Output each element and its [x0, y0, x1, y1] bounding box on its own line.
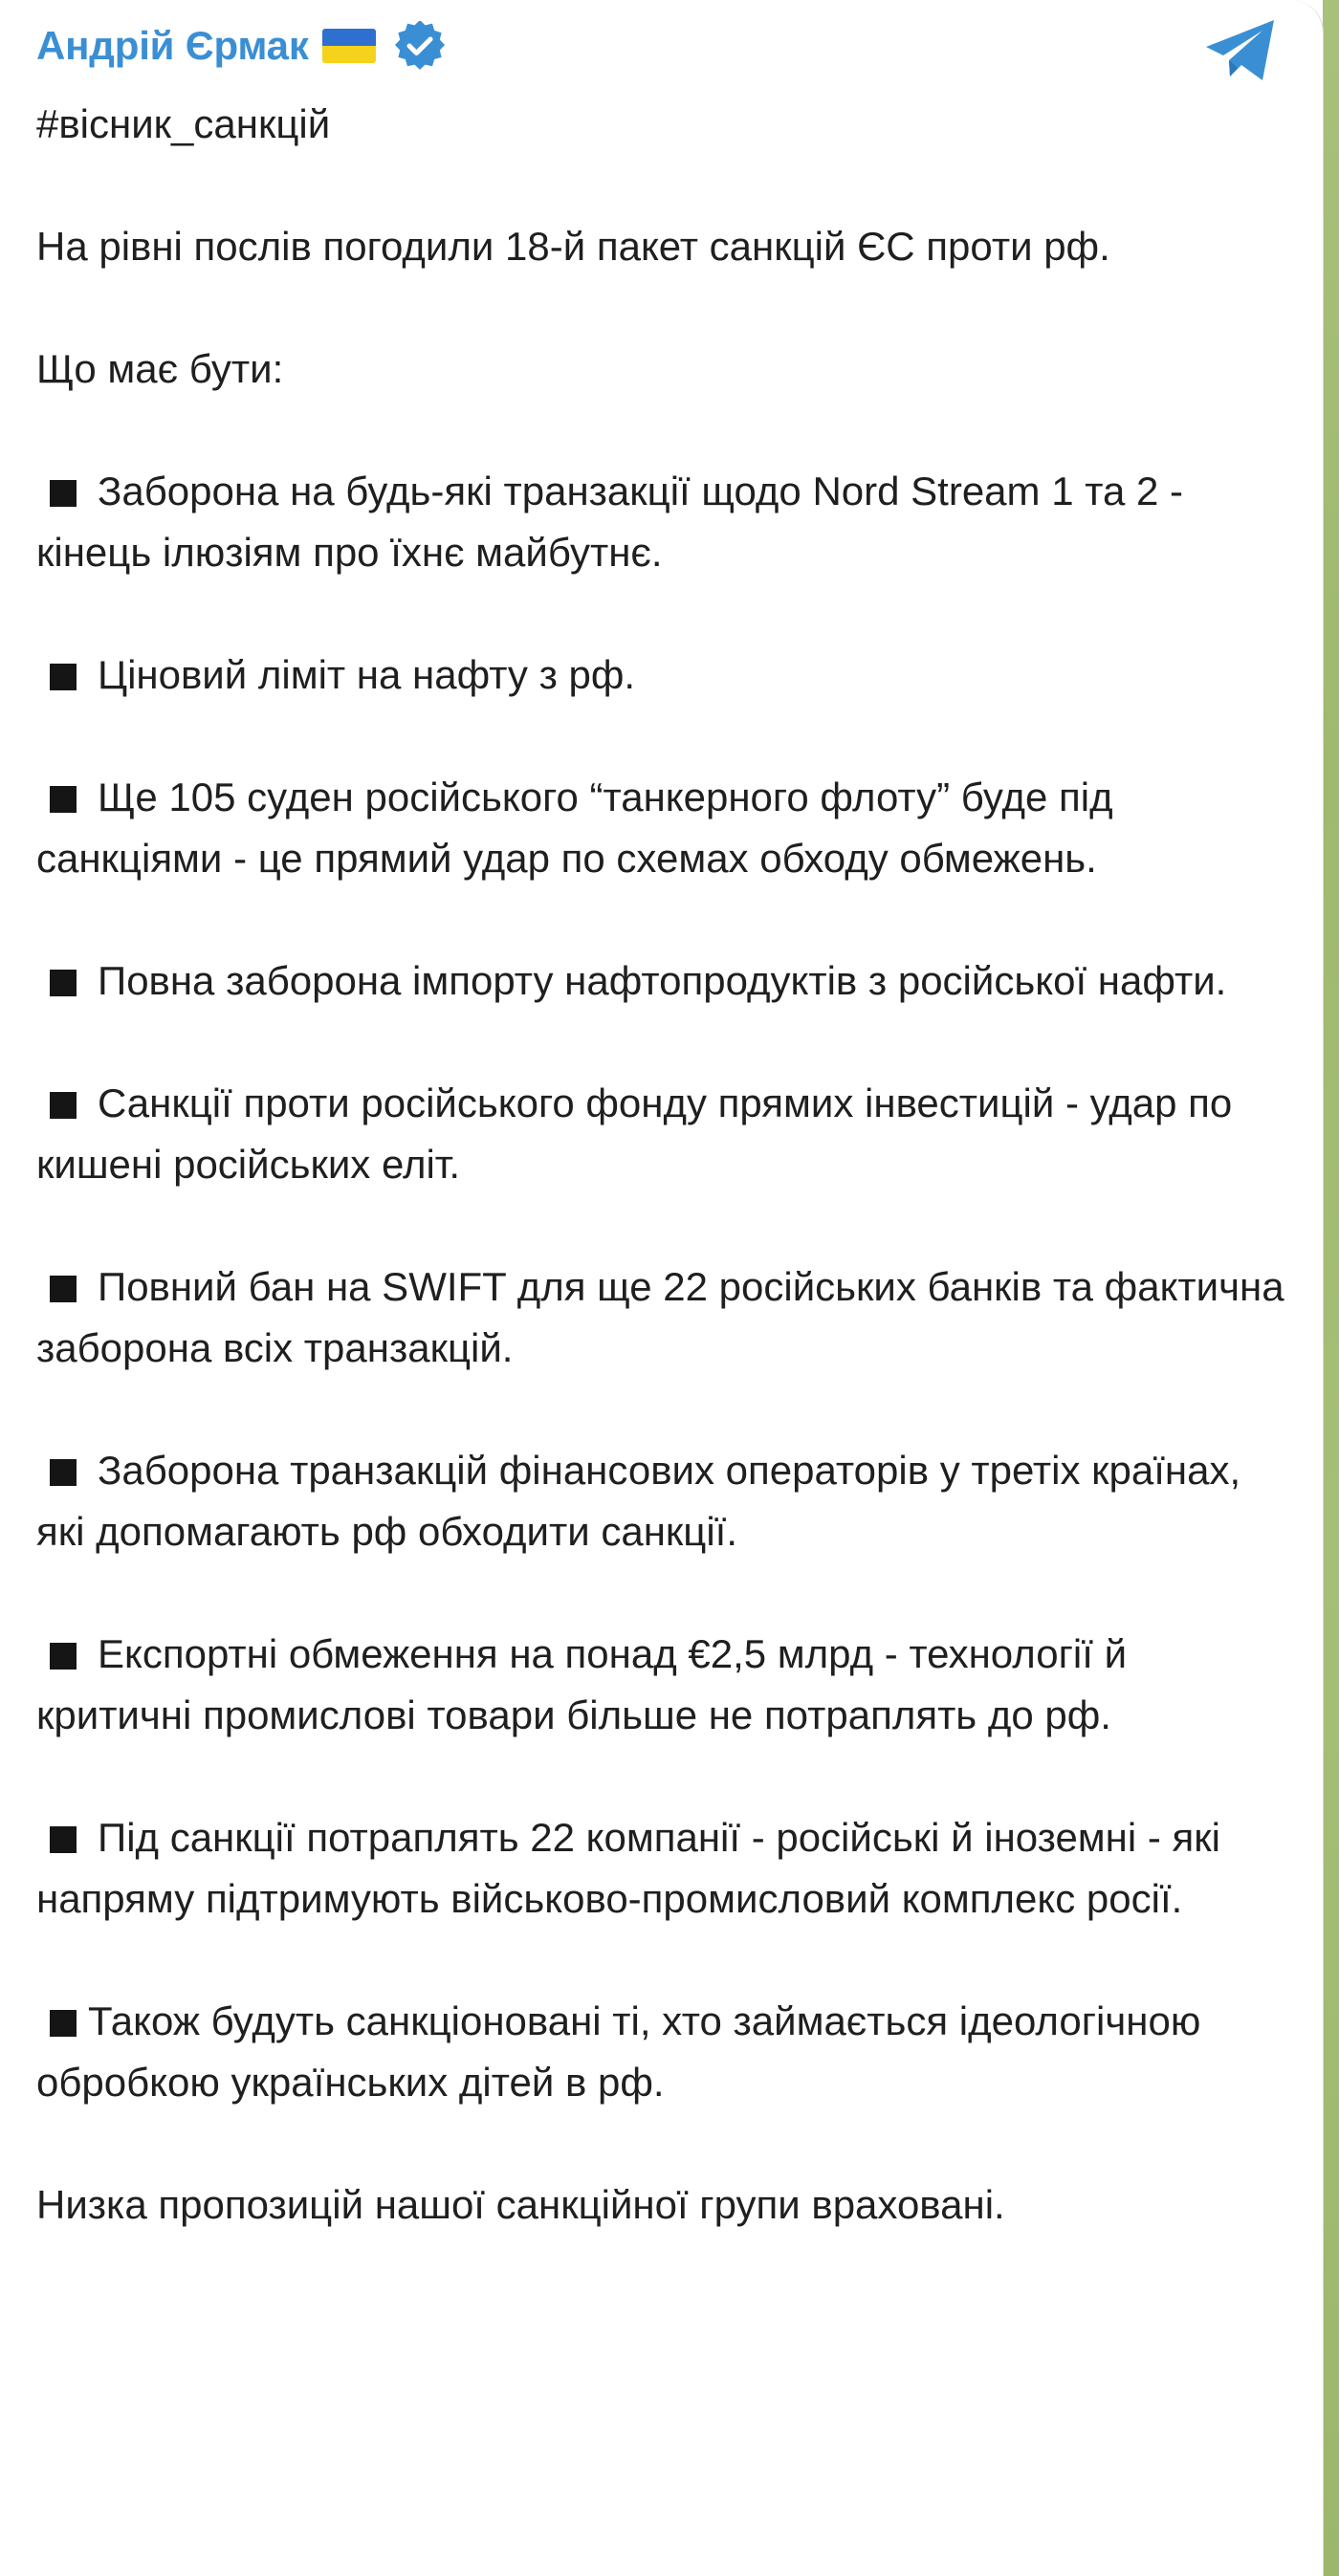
- bullet-text: Експортні обмеження на понад €2,5 млрд - технології й критичні промислові товари більше не потраплять до рф.: [36, 1631, 1128, 1737]
- bullet-item: [36, 1073, 1289, 1195]
- bullet-text: Також будуть санкціоновані ті, хто займається ідеологічною обробкою українських дітей в рф.: [36, 1998, 1201, 2105]
- bullet-item: [36, 1440, 1289, 1562]
- black-square-bullet-icon: [50, 664, 77, 690]
- bullet-text: Під санкції потраплять 22 компанії - російські й іноземні - які напряму підтримують військово-промисловий комплекс росії.: [36, 1815, 1220, 1921]
- black-square-bullet-icon: [50, 1276, 77, 1302]
- bullet-item: [36, 1807, 1289, 1930]
- paragraph-gap: [36, 583, 1289, 644]
- paragraph-gap: [36, 1930, 1289, 1991]
- bullet-text: Ще 105 суден російського “танкерного флоту” буде під санкціями - це прямий удар по схемах обходу обмежень.: [36, 775, 1113, 881]
- black-square-bullet-icon: [50, 786, 77, 813]
- hashtag-link[interactable]: #вісник_санкцій: [36, 101, 331, 146]
- bullet-text: Ціновий ліміт на нафту з рф.: [98, 652, 636, 697]
- closing-paragraph: Низка пропозицій нашої санкційної групи враховані.: [36, 2182, 1005, 2227]
- bullet-text: Повний бан на SWIFT для ще 22 російських банків та фактична заборона всіх транзакцій.: [36, 1264, 1284, 1370]
- paragraph-gap: [36, 1379, 1289, 1440]
- bullet-item: [36, 1624, 1289, 1746]
- paragraph-gap: [36, 1195, 1289, 1256]
- black-square-bullet-icon: [50, 1092, 77, 1119]
- paragraph-gap: [36, 1562, 1289, 1624]
- black-square-bullet-icon: [50, 480, 77, 507]
- black-square-bullet-icon: [50, 970, 77, 996]
- bullet-item: [36, 644, 1289, 706]
- black-square-bullet-icon: [50, 1459, 77, 1486]
- ukraine-flag-icon: [322, 29, 376, 63]
- paragraph-gap: [36, 277, 1289, 338]
- bullet-item: [36, 767, 1289, 889]
- post-header: [36, 21, 445, 71]
- paragraph-gap: [36, 1012, 1289, 1073]
- paragraph-gap: [36, 1746, 1289, 1807]
- bullet-text: Заборона транзакцій фінансових операторів у третіх країнах, які допомагають рф обходити санкції.: [36, 1448, 1241, 1554]
- black-square-bullet-icon: [50, 1826, 77, 1853]
- black-square-bullet-icon: [50, 1643, 77, 1670]
- paragraph-gap: [36, 706, 1289, 767]
- intro-paragraph: На рівні послів погодили 18-й пакет санкцій ЄС проти рф.: [36, 224, 1110, 269]
- verified-badge-icon: [395, 21, 445, 71]
- paragraph-gap: [36, 2113, 1289, 2174]
- author-name[interactable]: Андрій Єрмак: [36, 23, 309, 68]
- bullet-item: [36, 1991, 1289, 2113]
- post-text: [36, 94, 1289, 2236]
- paragraph-gap: [36, 889, 1289, 950]
- lead-paragraph: Що має бути:: [36, 346, 284, 391]
- bullet-item: [36, 1256, 1289, 1379]
- bullet-text: Заборона на будь-які транзакції щодо Nord Stream 1 та 2 - кінець ілюзіям про їхнє майбутнє.: [36, 469, 1184, 575]
- paragraph-gap: [36, 155, 1289, 216]
- chat-background-strip: [1323, 0, 1339, 2576]
- bullet-text: Санкції проти російського фонду прямих інвестицій - удар по кишені російських еліт.: [36, 1081, 1233, 1187]
- black-square-bullet-icon: [50, 2010, 77, 2037]
- bullet-item: [36, 950, 1289, 1012]
- telegram-icon[interactable]: [1203, 17, 1278, 84]
- paragraph-gap: [36, 400, 1289, 461]
- bullet-text: Повна заборона імпорту нафтопродуктів з російської нафти.: [98, 958, 1227, 1003]
- bullet-item: [36, 461, 1289, 583]
